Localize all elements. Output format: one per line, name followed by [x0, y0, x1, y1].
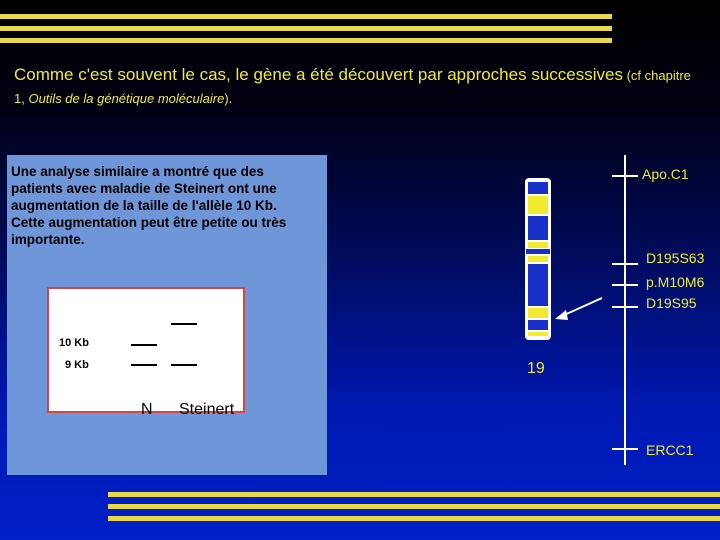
chromosome-ideogram: [525, 178, 551, 340]
chromosome-band: [528, 264, 548, 306]
panel-text: Une analyse similaire a montré que des patients avec maladie de Steinert ont une augmentation de la taille de l'allèle 10 Kb. Cette augmentation peut être petite ou très importante.: [11, 164, 287, 247]
heading-main: Comme c'est souvent le cas, le gène a été découvert par approches successives: [14, 65, 623, 84]
chromosome-band: [528, 332, 548, 336]
chromosome-band: [528, 216, 548, 240]
chromosome-centromere: [526, 249, 550, 254]
marker-pm10m6: p.M10M6: [646, 274, 705, 290]
heading-ref-close: ).: [224, 91, 233, 106]
marker-apoc1: Apo.C1: [642, 166, 689, 182]
marker-d19s95: D19S95: [646, 295, 697, 311]
lane-label-normal: N: [141, 401, 153, 418]
chromosome-number: 19: [527, 360, 545, 377]
heading-ref-italic: Outils de la génétique moléculaire: [28, 91, 225, 106]
locus-arrow: [562, 298, 602, 316]
size-label-9kb: 9 Kb: [65, 359, 89, 371]
chromosome-band: [528, 308, 548, 318]
chromosome-band: [528, 182, 548, 194]
chromosome-band: [528, 196, 548, 214]
lane-label-steinert: Steinert: [179, 401, 235, 418]
heading-ref-open: (cf chapitre 1,: [14, 68, 691, 106]
locus-arrowhead: [555, 310, 568, 320]
marker-d195s63: D195S63: [646, 250, 705, 266]
chromosome-band: [528, 256, 548, 262]
size-label-10kb: 10 Kb: [59, 337, 89, 349]
chromosome-band: [528, 242, 548, 248]
chromosome-band: [528, 320, 548, 330]
marker-ercc1: ERCC1: [646, 442, 694, 458]
